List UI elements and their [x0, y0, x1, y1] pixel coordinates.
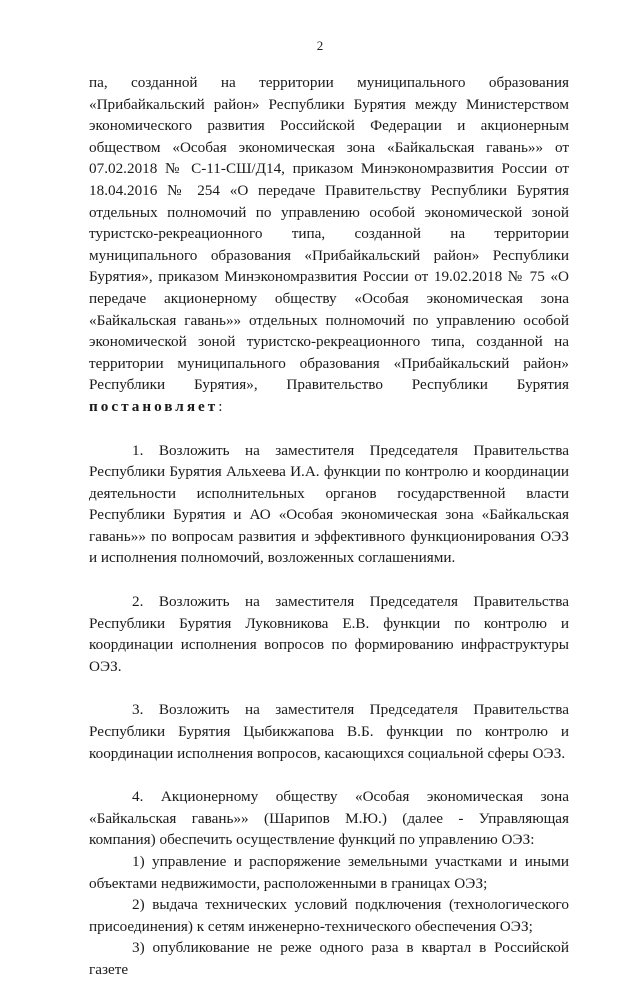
- clause-4: 4. Акционерному обществу «Особая экономическая зона «Байкальская гавань»» (Шарипов М.Ю.) (далее - Управляющая компания) обеспечить осуществление функций по управлению ОЭЗ:: [89, 788, 569, 849]
- intro-text: па, созданной на территории муниципального образования «Прибайкальский район» Республики Бурятия между Министерством экономического развития Российской Федерации и акционерным обществом «Особая экономическая зона «Байкальская гавань»» от 07.02.2018 № С-11-СШ/Д14, приказом Минэкономразвития России от 18.04.2016 № 254 «О передаче Правительству Республики Бурятия отдельных полномочий по управлению особой экономической зоной туристско-рекреационного типа, созданной на территории муниципального образования «Прибайкальский район» Республики Бурятия», приказом Минэкономразвития России от 19.02.2018 № 75 «О передаче акционерному обществу «Особая экономическая зона «Байкальская гавань»» отдельных полномочий по управлению особой экономической зоной туристско-рекреационного типа, созданной на территории муниципального образования «Прибайкальский район» Республики Бурятия», Правительство Республики Бурятия: [89, 74, 569, 394]
- page-number: 2: [316, 38, 324, 53]
- subitem-3: 3) опубликование не реже одного раза в квартал в Российской газете: [89, 939, 569, 978]
- intro-paragraph: [89, 72, 569, 418]
- subitem-1: 1) управление и распоряжение земельными участками и иными объектами недвижимости, расположенными в границах ОЭЗ;: [89, 853, 569, 892]
- intro-end: :: [218, 397, 223, 415]
- clause-1: 1. Возложить на заместителя Председателя Правительства Республики Бурятия Альхеева И.А. функции по контролю и координации деятельности исполнительных органов государственной власти Республики Бурятия и АО «Особая экономическая зона «Байкальская гавань»» по вопросам развития и эффективного функционирования ОЭЗ и исполнения полномочий, возложенных соглашениями.: [89, 441, 569, 567]
- decree-word: постановляет: [89, 397, 219, 415]
- clause-2: 2. Возложить на заместителя Председателя Правительства Республики Бурятия Луковникова Е.В. функции по контролю и координации исполнения вопросов по формированию инфраструктуры ОЭЗ.: [89, 593, 569, 675]
- subitem-2: 2) выдача технических условий подключения (технологического присоединения) к сетям инженерно-технического обеспечения ОЭЗ;: [89, 896, 569, 935]
- document-body: [89, 72, 569, 981]
- clause-3: 3. Возложить на заместителя Председателя Правительства Республики Бурятия Цыбикжапова В.Б. функции по контролю и координации исполнения вопросов, касающихся социальной сферы ОЭЗ.: [89, 701, 569, 762]
